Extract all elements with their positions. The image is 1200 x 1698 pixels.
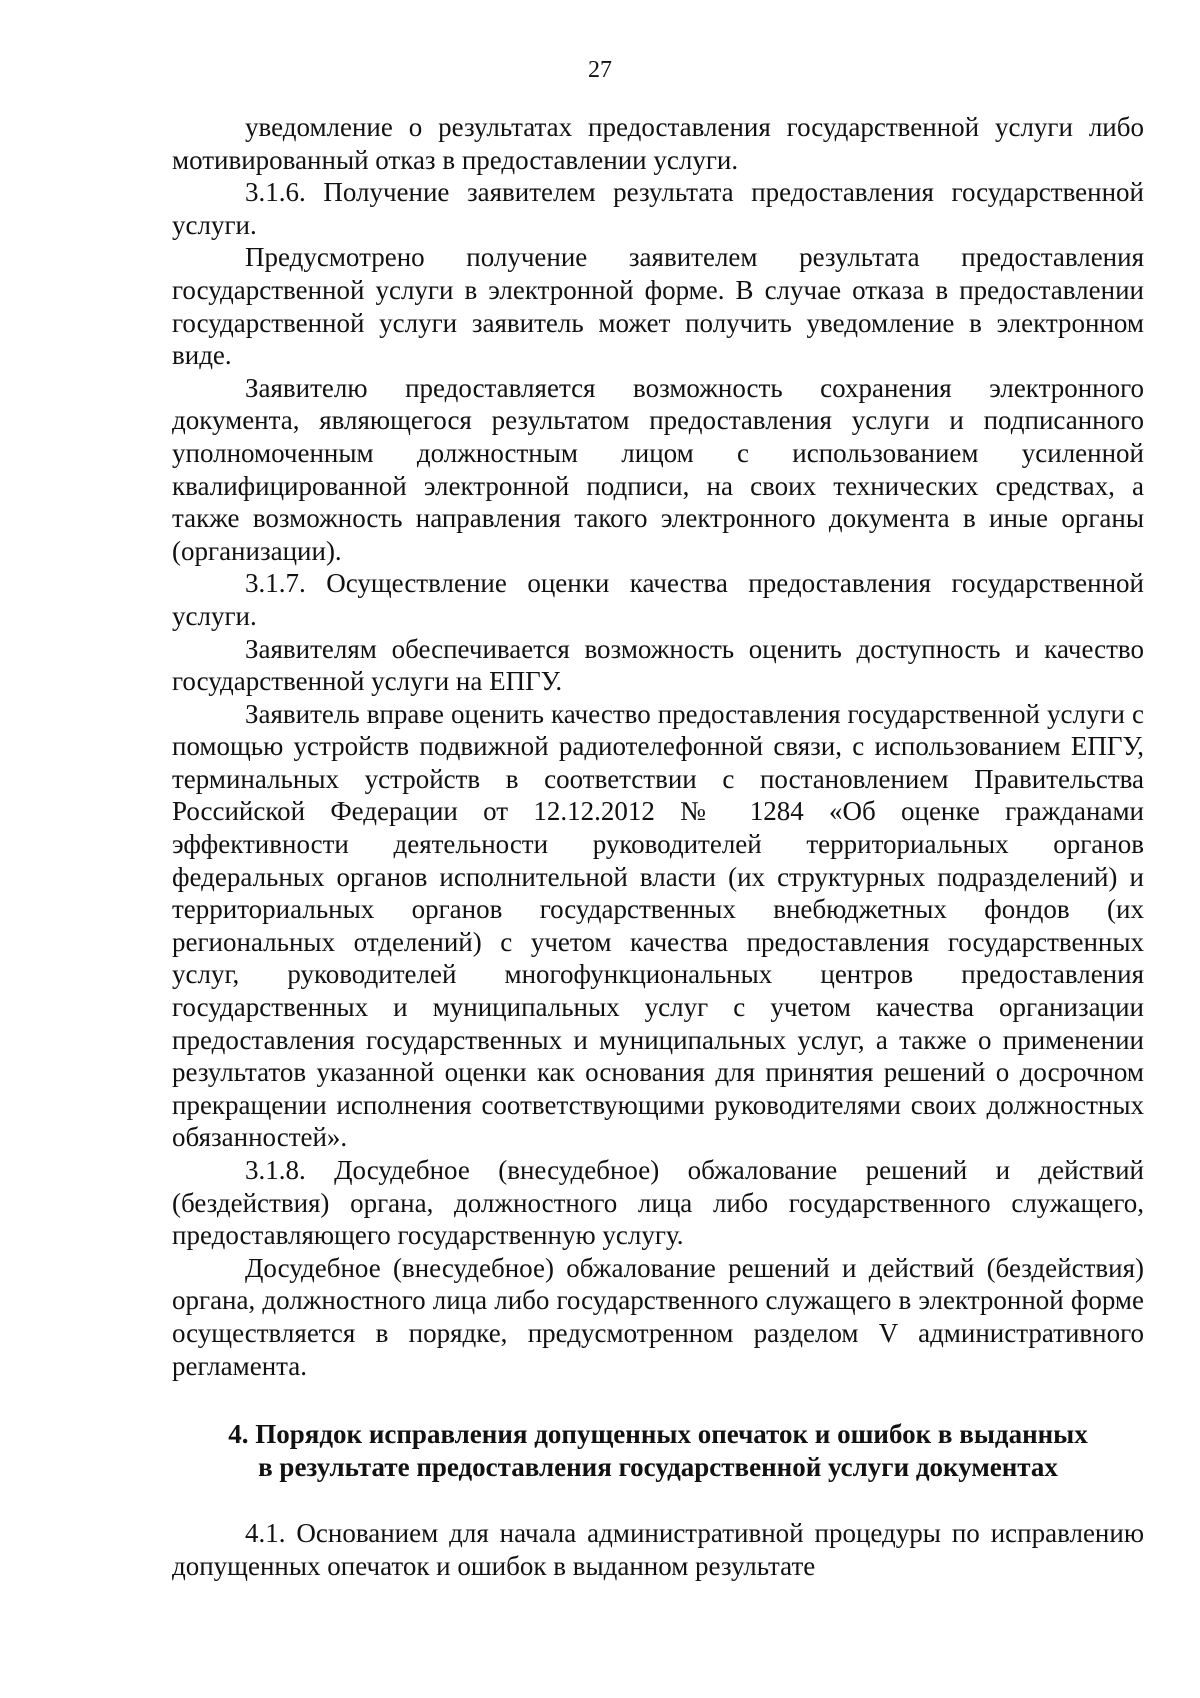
section-4-heading-line-2: в результате предоставления государственной услуги документах bbox=[258, 1451, 1058, 1482]
section-4-heading-line-1: 4. Порядок исправления допущенных опечаток и ошибок в выданных bbox=[228, 1419, 1088, 1450]
paragraph-save-document: Заявителю предоставляется возможность сохранения электронного документа, являющегося результатом предоставления услуги и подписанного уполномоченным должностным лицом с использованием усиленной квалифицированной электронной подписи, на своих технических средствах, а также возможность направления такого электронного документа в иные органы (организации). bbox=[172, 372, 1144, 566]
paragraph-4-1: 4.1. Основанием для начала административной процедуры по исправлению допущенных опечаток и ошибок в выданном результате bbox=[172, 1518, 1144, 1581]
paragraph-quality-assessment: Заявителям обеспечивается возможность оценить доступность и качество государственной услуги на ЕПГУ. bbox=[172, 633, 1144, 697]
paragraph-electronic-result: Предусмотрено получение заявителем результата предоставления государственной услуги в электронной форме. В случае отказа в предоставлении государственной услуги заявитель может получить уведомление в электронном виде. bbox=[172, 242, 1144, 371]
paragraph-pretrial-appeal: Досудебное (внесудебное) обжалование решений и действий (бездействия) органа, должностного лица либо государственного служащего в электронной форме осуществляется в порядке, предусмотренном разделом V административного регламента. bbox=[172, 1252, 1144, 1381]
paragraph-result-notice: уведомление о результатах предоставления государственной услуги либо мотивированный отказ в предоставлении услуги. bbox=[172, 112, 1144, 175]
section-4-heading bbox=[172, 1418, 1144, 1483]
document-body bbox=[172, 111, 1144, 1583]
paragraph-3-1-8-title: 3.1.8. Досудебное (внесудебное) обжалование решений и действий (бездействия) органа, должностного лица либо государственного служащего, предоставляющего государственную услугу. bbox=[172, 1155, 1144, 1251]
page-number: 27 bbox=[588, 57, 612, 83]
paragraph-3-1-7-title: 3.1.7. Осуществление оценки качества предоставления государственной услуги. bbox=[172, 568, 1144, 631]
paragraph-3-1-6-title: 3.1.6. Получение заявителем результата предоставления государственной услуги. bbox=[172, 177, 1144, 240]
paragraph-resolution-1284: Заявитель вправе оценить качество предоставления государственной услуги с помощью устройств подвижной радиотелефонной связи, с использованием ЕПГУ, терминальных устройств в соответствии с постановлением Правительства Российской Федерации от 12.12.2012 № 1284 «Об оценке гражданами эффективности деятельности руководителей территориальных органов федеральных органов исполнительной власти (их структурных подразделений) и территориальных органов государственных внебюджетных фондов (их региональных отделений) с учетом качества предоставления государственных услуг, руководителей многофункциональных центров предоставления государственных и муниципальных услуг с учетом качества организации предоставления государственных и муниципальных услуг, а также о применении результатов указанной оценки как основания для принятия решений о досрочном прекращении исполнения соответствующими руководителями своих должностных обязанностей». bbox=[172, 698, 1144, 1153]
